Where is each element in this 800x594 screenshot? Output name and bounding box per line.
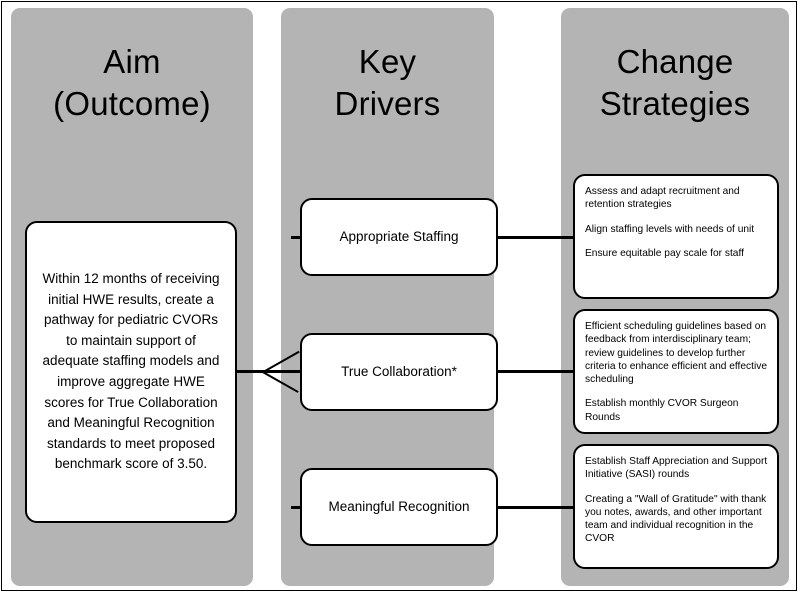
driver-box-appropriate-staffing xyxy=(300,198,498,276)
connector-driver-1-to-strategy-1 xyxy=(498,236,574,239)
strategy-item: Establish monthly CVOR Surgeon Rounds xyxy=(585,398,739,423)
column-key-drivers-title-line-2: Drivers xyxy=(334,85,441,123)
driver-label-3: Meaningful Recognition xyxy=(328,498,470,514)
column-key-drivers-title xyxy=(281,41,494,125)
strategy-item: Align staffing levels with needs of unit xyxy=(585,223,755,235)
column-aim-title-line-2: (Outcome) xyxy=(53,85,211,123)
aim-box xyxy=(25,221,237,523)
driver-box-meaningful-recognition xyxy=(300,468,498,546)
strategy-box-recognition xyxy=(573,444,779,569)
strategy-item: Efficient scheduling guidelines based on feedback from interdisciplinary team; review guidelines to develop further criteria to enhance efficient and effective scheduling xyxy=(585,321,767,385)
connector-aim-to-driver-2 xyxy=(263,370,301,373)
driver-box-true-collaboration xyxy=(300,333,498,411)
strategy-box-staffing xyxy=(573,174,779,299)
connector-driver-3-to-strategy-3 xyxy=(498,506,574,509)
connector-driver-2-to-strategy-2 xyxy=(498,370,574,373)
strategy-item: Establish Staff Appreciation and Support Initiative (SASI) rounds xyxy=(585,456,768,481)
column-key-drivers-title-line-1: Key xyxy=(358,43,417,80)
column-change-strategies-title xyxy=(561,41,789,125)
column-aim-title-line-1: Aim xyxy=(103,43,161,80)
driver-label-1: Appropriate Staffing xyxy=(339,228,459,244)
strategy-item: Creating a "Wall of Gratitude" with thank you notes, awards, and other important team and individual recognition in the CVOR xyxy=(585,493,767,545)
strategy-box-collaboration xyxy=(573,309,779,434)
strategy-item: Ensure equitable pay scale for staff xyxy=(585,247,744,259)
strategy-item: Assess and adapt recruitment and retention strategies xyxy=(585,186,740,211)
column-change-strategies-title-line-2: Strategies xyxy=(599,85,751,123)
connector-aim-stub xyxy=(237,370,263,373)
column-change-strategies-title-line-1: Change xyxy=(616,43,734,80)
aim-text: Within 12 months of receiving initial HWE results, create a pathway for pediatric CVORs to maintain support of adequate staffing models and improve aggregate HWE scores for True Collaboration and Meaningful Recognition standards to meet proposed benchmark score of 3.50. xyxy=(42,271,220,472)
driver-label-2: True Collaboration* xyxy=(341,363,457,379)
column-aim-title xyxy=(11,41,253,125)
